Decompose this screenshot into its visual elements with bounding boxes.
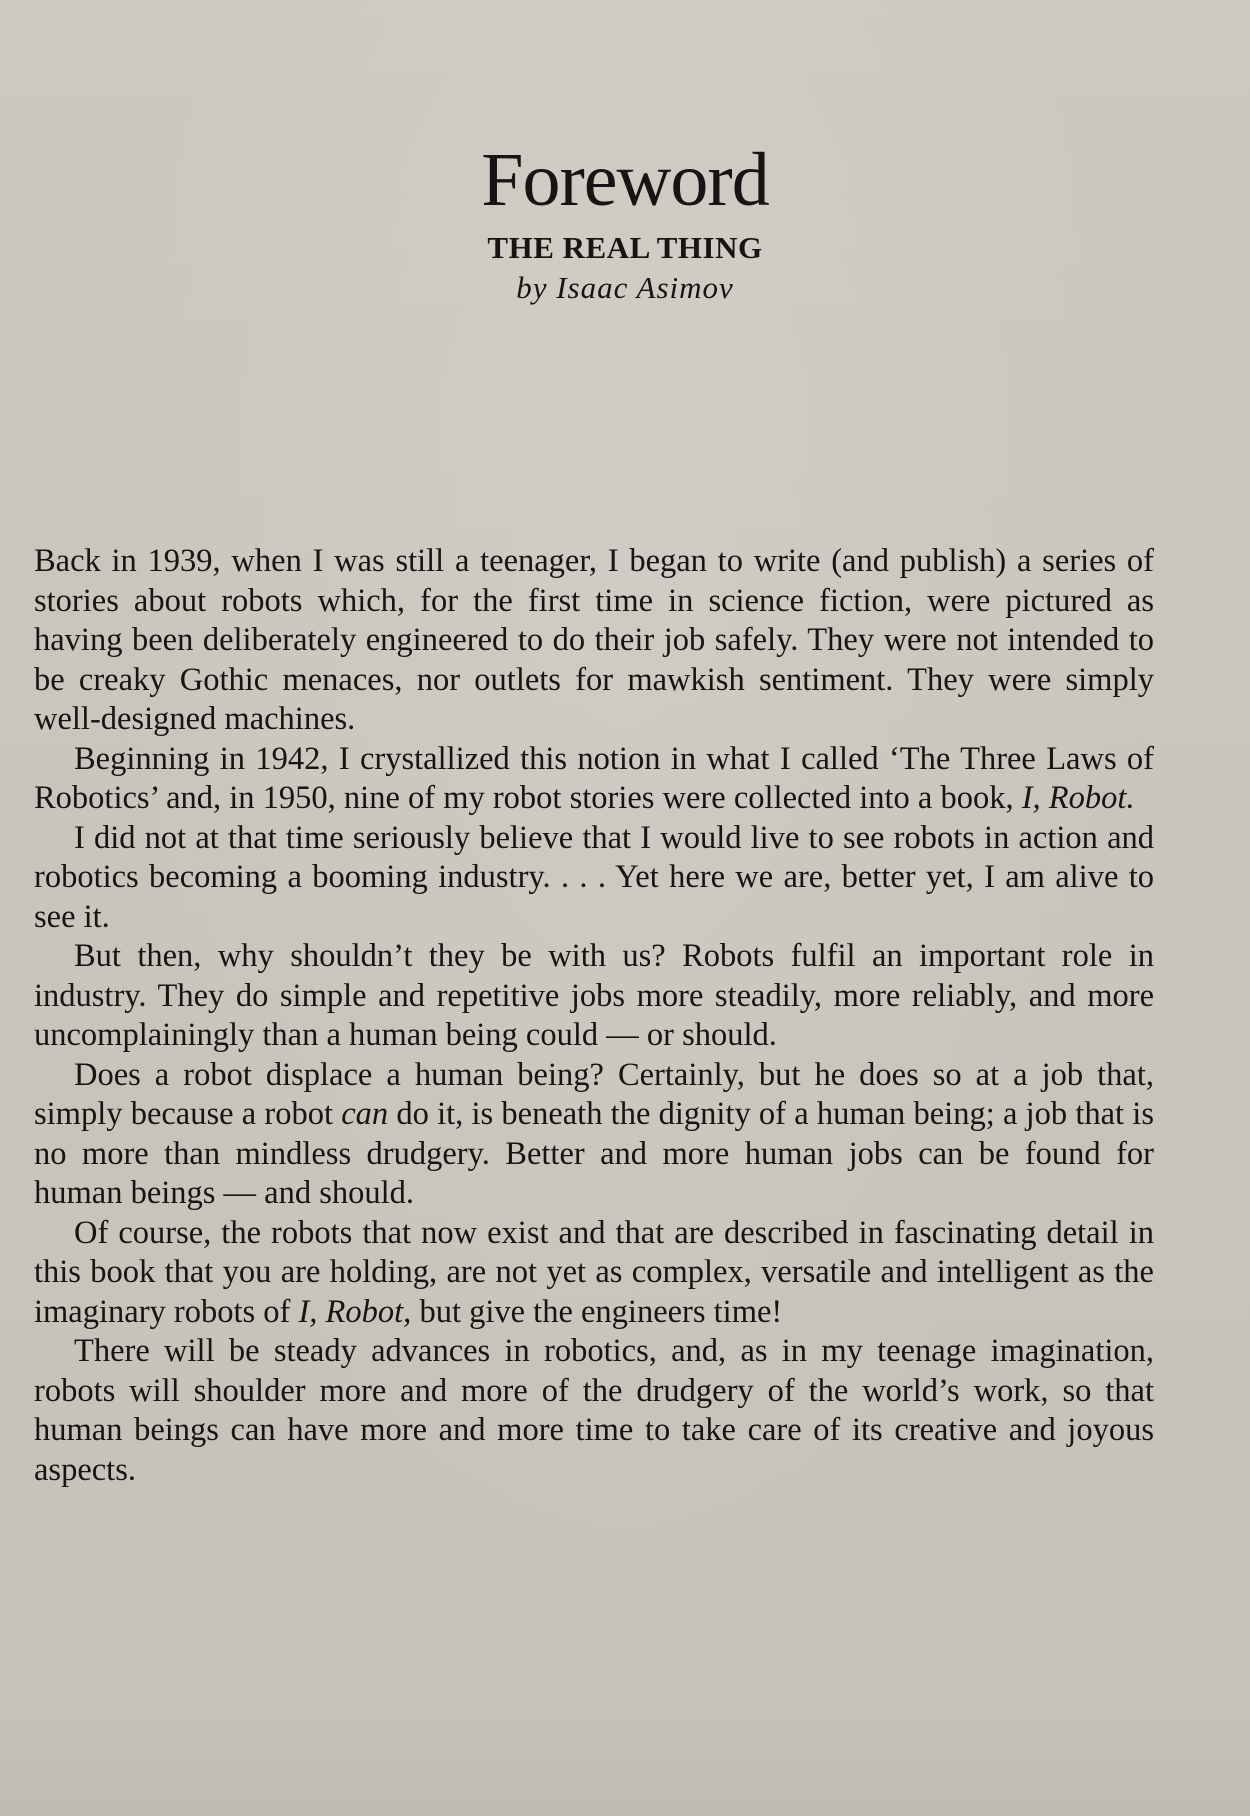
paragraph-7 xyxy=(34,1332,1154,1490)
emphasis-italic: can xyxy=(341,1096,389,1132)
page-bleed-shadow xyxy=(0,1700,1250,1816)
paragraph-3-text: I did not at that time seriously believe that I would live to see robots in action and robotics becoming a booming industry. . . . Yet here we are, better yet, I am alive to see it. xyxy=(34,819,1154,935)
paragraph-3 xyxy=(34,819,1154,938)
paragraph-6-text-start: Of course, the robots that now exist and that are described in fascinating detail in this book that you are holding, are not yet as complex, versatile and intelligent as the imaginary robots of xyxy=(34,1214,1154,1330)
paragraph-1 xyxy=(34,542,1154,740)
paragraph-5-text-end: do it, is beneath the dignity of a human being; a job that is no more than mindless drudgery. Better and more human jobs can be found for human beings — and should. xyxy=(34,1096,1154,1211)
author-byline: by Isaac Asimov xyxy=(516,270,734,305)
section-subtitle: THE REAL THING xyxy=(487,230,763,265)
paragraph-7-text: There will be steady advances in robotics, and, as in my teenage imagination, robots will shoulder more and more of the drudgery of the world’s work, so that human beings can have more and more time to take care of its creative and joyous aspects. xyxy=(34,1333,1154,1488)
page-title: Foreword xyxy=(481,138,769,222)
foreword-body xyxy=(34,542,1154,1490)
paragraph-2-text: Beginning in 1942, I crystallized this notion in what I called ‘The Three Laws of Robotics’ and, in 1950, nine of my robot stories were collected into a book, xyxy=(34,740,1154,816)
book-title-italic: I, Robot. xyxy=(1021,780,1135,816)
paragraph-4-text: But then, why shouldn’t they be with us? Robots fulfil an important role in industry. They do simple and repetitive jobs more steadily, more reliably, and more uncomplainingly than a human being could — or should. xyxy=(34,938,1154,1053)
paragraph-6 xyxy=(34,1214,1154,1333)
paragraph-6-text-end: but give the engineers time! xyxy=(411,1293,783,1330)
paragraph-5-text-start: Does a robot displace a human being? Certainly, but he does so at a job that, simply because a robot xyxy=(34,1056,1154,1132)
paragraph-2 xyxy=(34,740,1154,819)
paragraph-5 xyxy=(34,1056,1154,1214)
book-title-italic: I, Robot, xyxy=(298,1293,412,1330)
paragraph-4 xyxy=(34,937,1154,1056)
paragraph-1-text: Back in 1939, when I was still a teenager, I began to write (and publish) a series of stories about robots which, for the first time in science fiction, were pictured as having been deliberately engineered to do their job safely. They were not intended to be creaky Gothic menaces, nor outlets for mawkish sentiment. They were simply well-designed machines. xyxy=(34,543,1154,737)
foreword-header xyxy=(0,138,1250,308)
